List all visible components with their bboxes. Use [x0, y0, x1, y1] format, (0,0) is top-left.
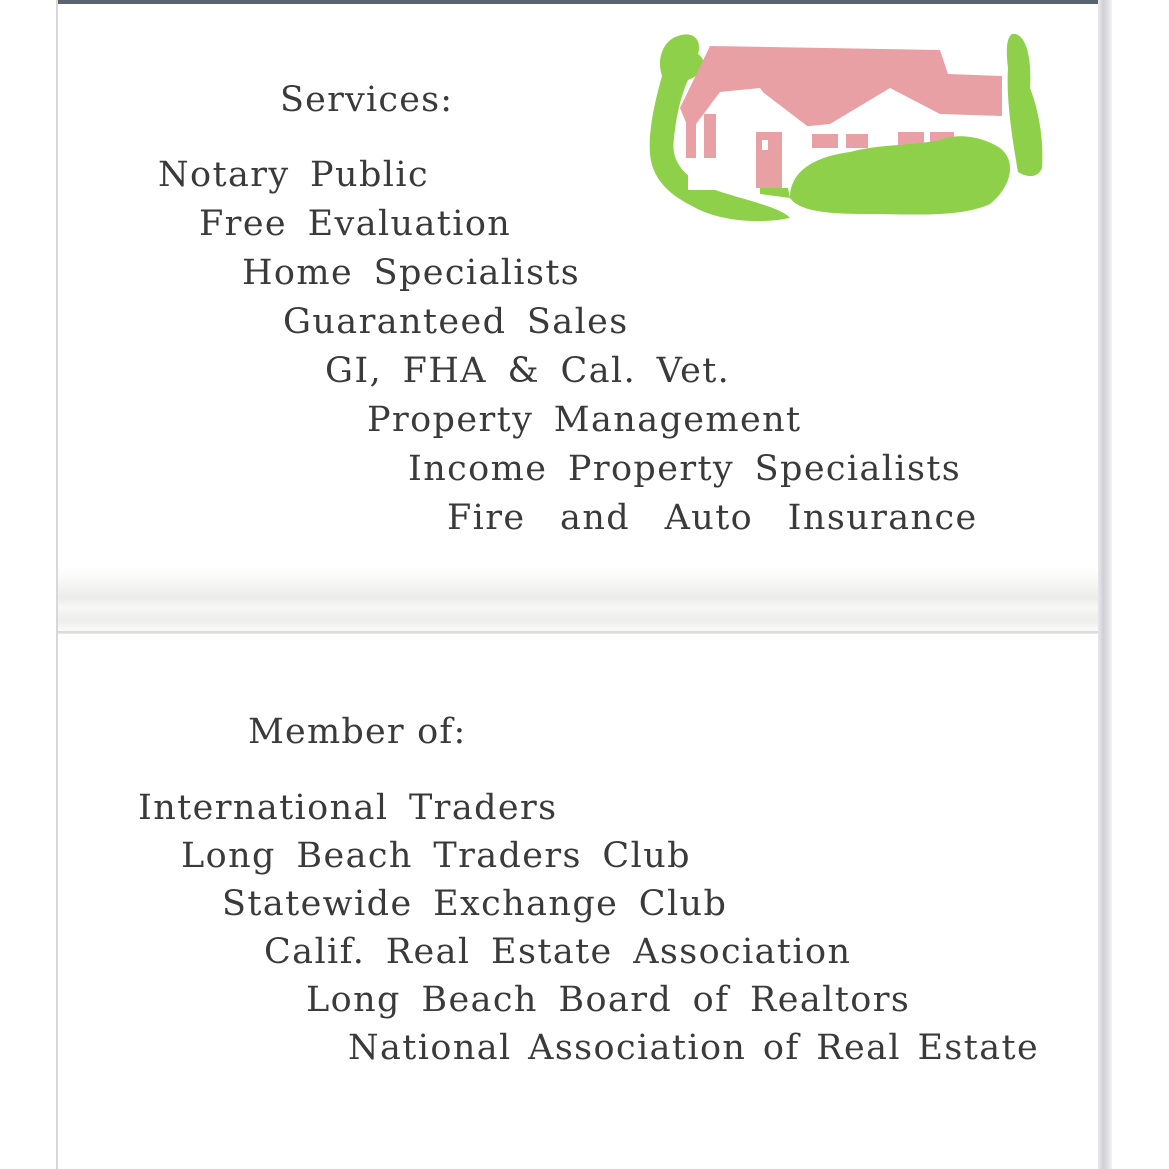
service-item: Income Property Specialists [408, 449, 962, 489]
service-item: Home Specialists [242, 253, 581, 293]
membership-item: International Traders [138, 788, 558, 828]
service-item: Fire and Auto Insurance [447, 498, 978, 538]
membership-item: National Association of Real Estate [348, 1028, 1040, 1068]
fold-crease [58, 631, 1098, 633]
door-window [762, 140, 768, 150]
services-heading: Services: [280, 80, 454, 120]
scan-edge-top [58, 0, 1098, 4]
window [704, 114, 716, 158]
right-tree [1007, 34, 1043, 176]
card-fold [58, 568, 1098, 634]
window [686, 112, 696, 158]
door [756, 132, 782, 188]
membership-heading: Member of: [248, 712, 467, 752]
membership-item: Calif. Real Estate Association [264, 932, 852, 972]
membership-item: Statewide Exchange Club [222, 884, 728, 924]
service-item: Free Evaluation [199, 204, 512, 244]
scan-edge-right [1098, 0, 1112, 1169]
membership-item: Long Beach Traders Club [181, 836, 691, 876]
house-icon [640, 28, 1050, 228]
service-item: Property Management [367, 400, 802, 440]
window [846, 134, 868, 148]
window [812, 134, 838, 148]
membership-item: Long Beach Board of Realtors [306, 980, 911, 1020]
service-item: GI, FHA & Cal. Vet. [325, 351, 731, 391]
service-item: Notary Public [158, 155, 429, 195]
house-base-shadow [760, 188, 790, 198]
service-item: Guaranteed Sales [283, 302, 629, 342]
